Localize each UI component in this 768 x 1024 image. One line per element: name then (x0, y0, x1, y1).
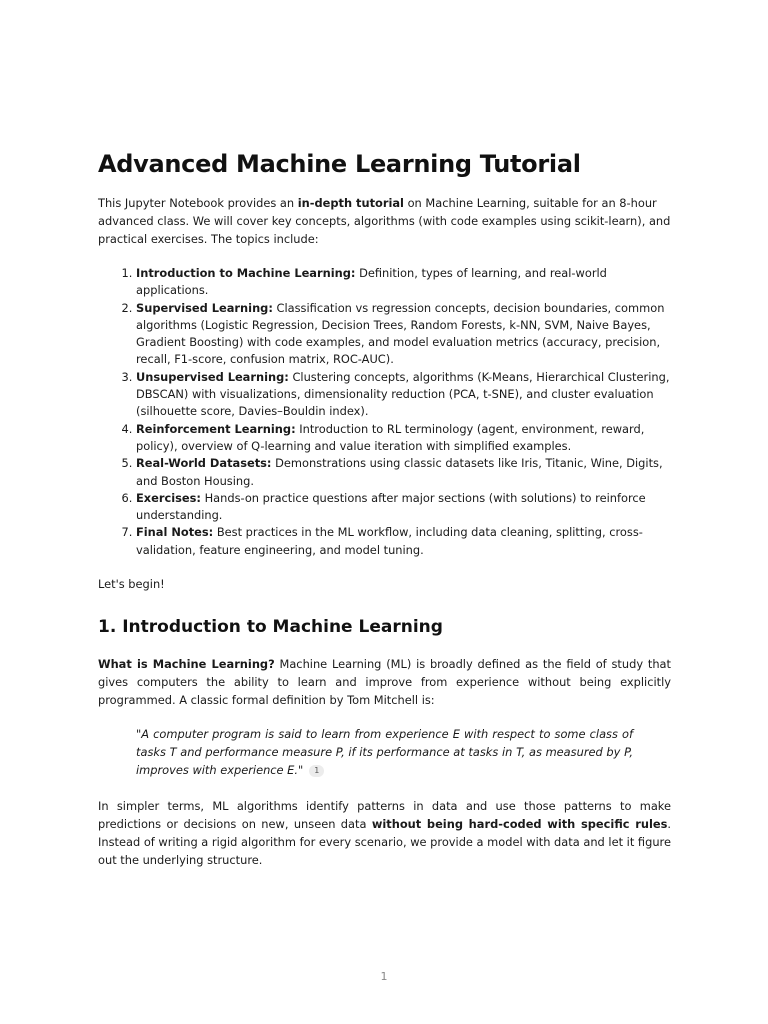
section-heading: 1. Introduction to Machine Learning (98, 617, 443, 638)
page-number: 1 (380, 970, 388, 983)
topic-label: Reinforcement Learning: (136, 421, 296, 436)
quote-text: "A computer program is said to learn from experience E with respect to some class of tasks T and performance measure P, if its performance at tasks in T, as measured by P, improves with experience E." (136, 727, 633, 778)
explanation-text: In simpler terms, ML algorithms identify patterns in data and use those patterns to make predictions or decisions on new, unseen data (98, 799, 671, 832)
topic-label: Exercises: (136, 490, 201, 505)
intro-text: This Jupyter Notebook provides an (98, 196, 298, 210)
definition-text: Machine Learning (ML) is broadly defined as the field of study that gives computers the ability to learn and improve from experience without being explicitly programmed. A classic formal definition by Tom Mitchell is: (98, 657, 672, 708)
topic-label: Supervised Learning: (136, 300, 273, 315)
topic-label: Final Notes: (136, 525, 214, 540)
definition-paragraph (98, 655, 671, 709)
citation-badge[interactable]: 1 (309, 765, 324, 777)
topic-text: Definition, types of learning, and real-world applications. (136, 266, 607, 298)
topic-text: Best practices in the ML workflow, including data cleaning, splitting, cross-validation, feature engineering, and model tuning. (136, 525, 643, 557)
list-item (136, 490, 671, 525)
topic-text: Introduction to RL terminology (agent, environment, reward, policy), overview of Q-learning and value iteration with simplified examples. (136, 421, 645, 453)
mitchell-quote (136, 725, 633, 779)
list-item (136, 421, 671, 456)
list-item (136, 524, 671, 559)
topic-text: Clustering concepts, algorithms (K-Means, Hierarchical Clustering, DBSCAN) with visualizations, dimensionality reduction (PCA, t-SNE), and cluster evaluation (silhouette score, Davies–Bouldin index). (136, 369, 670, 419)
list-item (136, 369, 671, 421)
page-title: Advanced Machine Learning Tutorial (98, 150, 581, 178)
topic-text: Demonstrations using classic datasets like Iris, Titanic, Wine, Digits, and Boston Housing. (136, 456, 663, 488)
begin-text: Let's begin! (98, 577, 165, 592)
topic-label: Unsupervised Learning: (136, 369, 289, 384)
topic-text: Classification vs regression concepts, decision boundaries, common algorithms (Logistic Regression, Decision Trees, Random Forests, k-NN, SVM, Naive Bayes, Gradient Boosting) with code examples, and model evaluation metrics (accuracy, precision, recall, F1-score, confusion matrix, ROC-AUC). (136, 300, 665, 367)
explanation-text-rest: . Instead of writing a rigid algorithm for every scenario, we provide a model with data and let it figure out the underlying structure. (98, 817, 671, 868)
topic-label: Real-World Datasets: (136, 456, 272, 471)
list-item (136, 455, 671, 490)
topic-label: Introduction to Machine Learning: (136, 266, 356, 280)
intro-text-rest: on Machine Learning, suitable for an 8-hour advanced class. We will cover key concepts, algorithms (with code examples using scikit-learn), and practical exercises. The topics include: (98, 196, 671, 246)
explanation-paragraph (98, 797, 671, 869)
document-page (98, 148, 671, 869)
intro-bold: in-depth tutorial (297, 196, 404, 210)
intro-paragraph (98, 194, 671, 248)
topic-text: Hands-on practice questions after major sections (with solutions) to reinforce understanding. (136, 490, 646, 523)
explanation-bold: without being hard-coded with specific rules (371, 817, 668, 832)
list-item (136, 265, 671, 300)
topics-list (98, 265, 671, 559)
definition-bold: What is Machine Learning? (98, 657, 275, 672)
list-item (136, 300, 671, 369)
